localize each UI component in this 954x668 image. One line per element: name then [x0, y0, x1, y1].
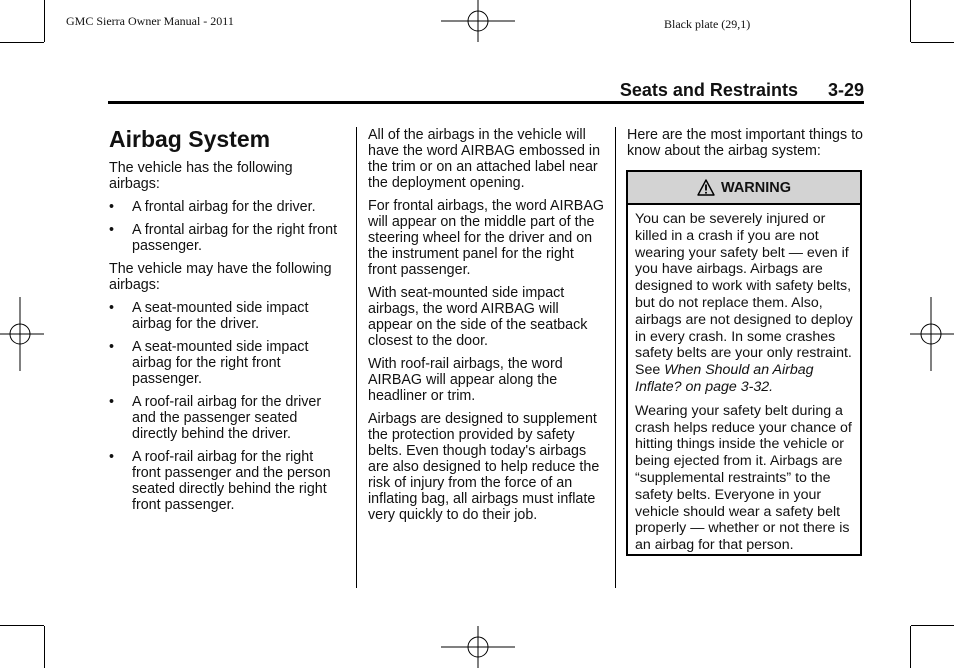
standard-airbag-list — [109, 199, 345, 254]
crop-mark-tr-h — [911, 42, 954, 43]
page-number: 3-29 — [827, 80, 864, 100]
page-title: Airbag System — [109, 126, 271, 152]
crop-mark-tl-h — [0, 42, 44, 43]
bullet: • — [109, 449, 115, 465]
column-2 — [368, 127, 606, 530]
list-item: • A roof-rail airbag for the driver and the passenger seated directly behind the driver. — [109, 394, 322, 442]
registration-mark-bottom — [441, 626, 515, 668]
warning-header — [628, 172, 860, 205]
list-item: • A seat-mounted side impact airbag for the right front passenger. — [109, 339, 309, 387]
cross-reference-link[interactable]: When Should an Airbag Inflate? on page 3-32. — [635, 362, 814, 395]
plate-info: Black plate (29,1) — [664, 17, 751, 31]
warning-paragraph-1: You can be severely injured or killed in a crash if you are not wearing your safety belt — even if you have airbags. Airbags are designed to work with safety belts, but do not replace them. Also, airbags are not designed to deploy in every crash. In some crashes safety belts are your only restraint. See When Should an Airbag Inflate? on page 3-32. — [635, 211, 853, 395]
bullet: • — [109, 394, 115, 410]
paragraph: With seat-mounted side impact airbags, the word AIRBAG will appear on the side of the seatback closest to the door. — [368, 285, 588, 349]
bullet: • — [109, 199, 115, 215]
crop-mark-tl-v — [44, 0, 45, 42]
warning-box — [626, 170, 862, 556]
bullet: • — [109, 222, 115, 238]
column-3-intro — [627, 127, 863, 166]
column-divider-2 — [615, 127, 616, 588]
list-item: • A frontal airbag for the right front passenger. — [109, 222, 338, 254]
important-things-intro: Here are the most important things to know about the airbag system: — [627, 127, 864, 159]
bullet: • — [109, 339, 115, 355]
crop-mark-br-h — [911, 625, 954, 626]
list-item: • A seat-mounted side impact airbag for the driver. — [109, 300, 309, 332]
warning-body — [628, 205, 860, 554]
optional-airbag-list — [109, 300, 345, 513]
warning-label: WARNING — [720, 179, 792, 196]
warning-paragraph-2: Wearing your safety belt during a crash helps reduce your chance of hitting things inside the vehicle or being ejected from it. Airbags are “supplemental restraints” to the safety belts. Everyone in your vehicle should wear a safety belt properly — whether or not there is an airbag for that person. — [635, 402, 852, 554]
registration-mark-top — [441, 0, 515, 42]
registration-mark-left — [0, 297, 44, 371]
optional-airbags-intro: The vehicle may have the following airbags: — [109, 261, 332, 293]
registration-mark-right — [910, 297, 954, 371]
crop-mark-br-v — [910, 626, 911, 668]
header-rule — [108, 101, 864, 104]
paragraph: All of the airbags in the vehicle will have the word AIRBAG embossed in the trim or on an attached label near the deployment opening. — [368, 127, 601, 191]
column-divider-1 — [356, 127, 357, 588]
warning-triangle-icon — [697, 179, 715, 196]
section-title: Seats and Restraints — [619, 80, 798, 100]
paragraph: Airbags are designed to supplement the protection provided by safety belts. Even though today's airbags are also designed to help reduce the risk of injury from the force of an inflating bag, all airbags must inflate very quickly to do their job. — [368, 411, 600, 523]
column-1 — [109, 126, 345, 520]
airbags-intro: The vehicle has the following airbags: — [109, 160, 293, 192]
crop-mark-tr-v — [910, 0, 911, 42]
list-item: • A roof-rail airbag for the right front passenger and the person seated directly behind the right front passenger. — [109, 449, 331, 513]
section-header — [108, 80, 864, 101]
bullet: • — [109, 300, 115, 316]
list-item: • A frontal airbag for the driver. — [109, 199, 316, 215]
crop-mark-bl-h — [0, 625, 44, 626]
paragraph: For frontal airbags, the word AIRBAG will appear on the middle part of the steering wheel for the driver and on the instrument panel for the right front passenger. — [368, 198, 605, 278]
paragraph: With roof-rail airbags, the word AIRBAG will appear along the headliner or trim. — [368, 356, 563, 404]
plate-title: GMC Sierra Owner Manual - 2011 — [66, 14, 234, 28]
crop-mark-bl-v — [44, 626, 45, 668]
